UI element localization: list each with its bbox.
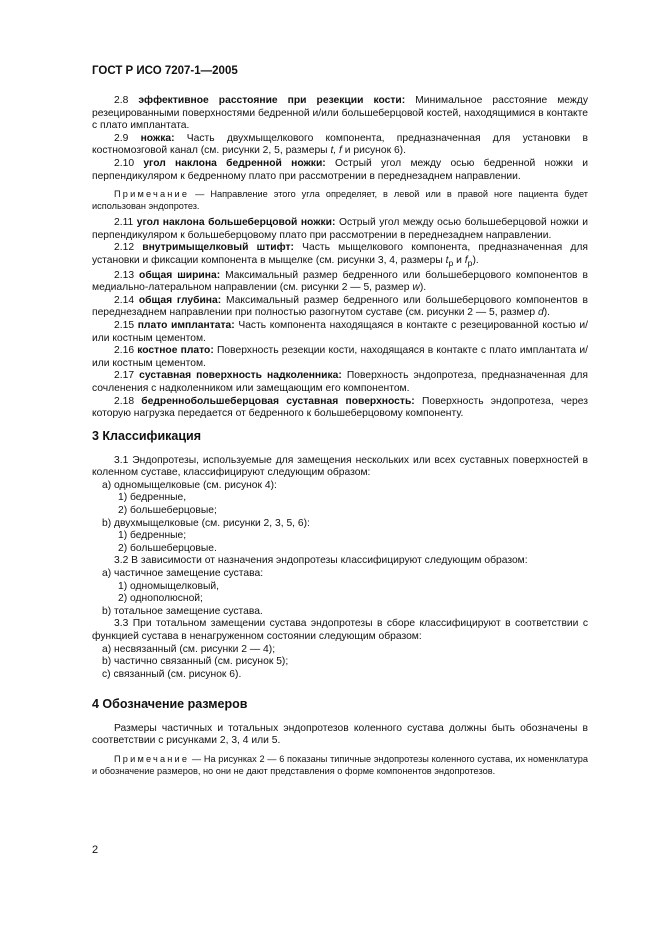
list-item: 2) большеберцовые. <box>118 542 217 554</box>
term-2-15: 2.15 плато имплантата: Часть компонента находящаяся в контакте с резецированной костью и/или костным цементом. <box>92 319 588 344</box>
list-item: 1) бедренные; <box>118 530 187 542</box>
term-2-13: 2.13 общая ширина: Максимальный размер бедренного или большеберцового компонентов в медиально-латеральном направлении (см. рисунки 2 — 5, размер w). <box>92 269 588 294</box>
term-2-10: 2.10 угол наклона бедренной ножки: Острый угол между осью бедренной ножки и перпендикуляром к бедренному плато при рассмотрении в переднезаднем направлении. <box>92 157 588 182</box>
term-2-18: 2.18 бедреннобольшеберцовая суставная поверхность: Поверхность эндопротеза, через которую нагрузка передается от бедренного к большеберцовому компоненту. <box>92 395 588 420</box>
term-2-8: 2.8 эффективное расстояние при резекции кости: Минимальное расстояние между резецированными поверхностями бедренной и/или большеберцовой костей, находящимися в контакте с плато имплантата. <box>92 95 588 132</box>
list-item: a) частичное замещение сустава: <box>102 567 264 579</box>
list-item: 1) одномыщелковый, <box>118 580 219 592</box>
section-3 <box>92 430 588 681</box>
list-item: b) тотальное замещение сустава. <box>102 605 263 617</box>
term-2-16: 2.16 костное плато: Поверхность резекции кости, находящаяся в контакте с плато имплантата и/или костным цементом. <box>92 345 588 369</box>
para-3-3: 3.3 При тотальном замещении сустава эндопротезы в сборе классифицируют в соответствии с функцией сустава в ненагруженном состоянии следующим образом: <box>92 618 588 642</box>
terms-section <box>92 95 588 421</box>
list-item: a) одномыщелковые (см. рисунок 4): <box>102 479 277 491</box>
list-item: 1) бедренные, <box>118 492 187 504</box>
list-item: b) двухмыщелковые (см. рисунки 2, 3, 5, 6): <box>102 517 310 529</box>
page-number: 2 <box>92 844 99 856</box>
para-3-2: 3.2 В зависимости от назначения эндопротезы классифицируют следующим образом: <box>114 555 528 567</box>
list-item: c) связанный (см. рисунок 6). <box>102 668 242 680</box>
term-2-9: 2.9 ножка: Часть двухмыщелкового компонента, предназначенная для установки в костномозговой канал (см. рисунки 2, 5, размеры t, f и рисунок 6). <box>92 132 588 157</box>
para-4: Размеры частичных и тотальных эндопротезов коленного сустава должны быть обозначены в соответствии с рисунками 2, 3, 4 или 5. <box>92 722 588 747</box>
section-4 <box>92 698 588 782</box>
term-2-17: 2.17 суставная поверхность надколенника: Поверхность эндопротеза, предназначенная для сочленения с надколенником или замещающим его компонентом. <box>92 370 588 394</box>
term-2-11: 2.11 угол наклона большеберцовой ножки: Острый угол между осью большеберцовой ножки и перпендикуляром к большеберцовому плато при рассмотрении в переднезаднем направлении. <box>92 217 588 241</box>
list-item: b) частично связанный (см. рисунок 5); <box>102 656 289 668</box>
section-4-title: 4 Обозначение размеров <box>92 697 248 711</box>
term-2-12: 2.12 внутримыщелковый штифт: Часть мыщелкового компонента, предназначенная для установки и фиксации компонента в мыщелке (см. рисунки 3, 4, размеры $t_p$ и $f_p$). <box>92 242 588 268</box>
document-header: ГОСТ Р ИСО 7207-1—2005 <box>92 65 238 77</box>
note: Примечание — На рисунках 2 — 6 показаны типичные эндопротезы коленного сустава, их номенклатура и обозначение размеров, но они не дают представления о форме компонентов эндопротезов. <box>92 753 588 776</box>
list-item: 2) большеберцовые; <box>118 504 217 516</box>
para-3-1: 3.1 Эндопротезы, используемые для замещения нескольких или всех суставных поверхностей в коленном суставе, классифицируют следующим образом: <box>92 454 588 479</box>
term-2-14: 2.14 общая глубина: Максимальный размер бедренного или большеберцового компонентов в переднезаднем направлении при полностью разогнутом суставе (см. рисунки 2 — 5, размер d). <box>92 294 588 319</box>
list-item: 2) однополюсной; <box>118 593 203 605</box>
section-3-title: 3 Классификация <box>92 429 202 443</box>
list-item: a) несвязанный (см. рисунки 2 — 4); <box>102 643 276 655</box>
note: Примечание — Направление этого угла определяет, в левой или в правой ноге пациента будет использован эндопротез. <box>92 189 588 212</box>
